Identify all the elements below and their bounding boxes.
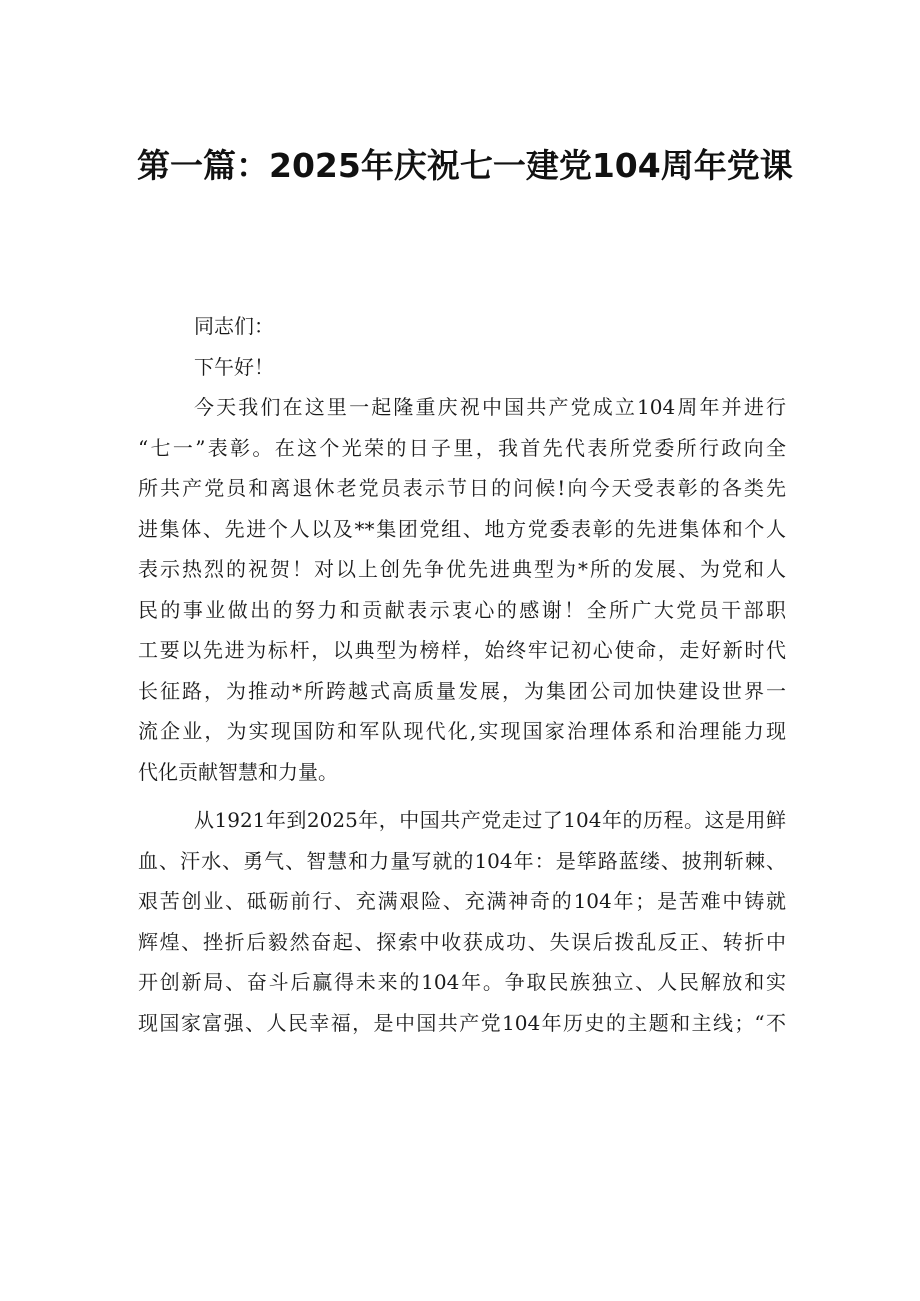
- paragraph-line: 现国家富强、人民幸福，是中国共产党104年历史的主题和主线；“不: [138, 1010, 786, 1035]
- paragraph-line: 民的事业做出的努力和贡献表示衷心的感谢！全所广大党员干部职: [138, 597, 786, 622]
- paragraph-line: 血、汗水、勇气、智慧和力量写就的104年：是筚路蓝缕、披荆斩棘、: [138, 848, 786, 873]
- paragraph-line: 艰苦创业、砥砺前行、充满艰险、充满神奇的104年；是苦难中铸就: [138, 889, 786, 913]
- paragraph-line: 工要以先进为标杆，以典型为榜样，始终牢记初心使命，走好新时代: [138, 638, 786, 662]
- paragraph-line: 流企业，为实现国防和军队现代化,实现国家治理体系和治理能力现: [138, 719, 786, 743]
- paragraph-1: [138, 387, 786, 792]
- greeting2-line: 下午好！: [194, 354, 274, 379]
- paragraph-line: 代化贡献智慧和力量。: [138, 759, 338, 784]
- document-title: 第一篇：2025年庆祝七一建党104周年党课: [137, 146, 793, 185]
- paragraph-line: 所共产党员和离退休老党员表示节日的问候!向今天受表彰的各类先: [138, 476, 786, 500]
- paragraph-line: “七一”表彰。在这个光荣的日子里，我首先代表所党委所行政向全: [138, 435, 786, 460]
- document-body: [138, 306, 786, 1043]
- paragraph-2: [138, 800, 786, 1043]
- paragraph-line: 进集体、先进个人以及**集团党组、地方党委表彰的先进集体和个人: [138, 516, 786, 541]
- paragraph-line: 辉煌、挫折后毅然奋起、探索中收获成功、失误后拨乱反正、转折中: [138, 929, 786, 954]
- paragraph-line: 今天我们在这里一起隆重庆祝中国共产党成立104周年并进行: [194, 395, 786, 419]
- paragraph-line: 表示热烈的祝贺！对以上创先争优先进典型为*所的发展、为党和人: [138, 557, 786, 581]
- paragraph-line: 从1921年到2025年，中国共产党走过了104年的历程。这是用鲜: [194, 808, 786, 832]
- paragraph-line: 长征路，为推动*所跨越式高质量发展，为集团公司加快建设世界一: [138, 678, 786, 703]
- greeting-line: 同志们：: [194, 314, 274, 338]
- paragraph-line: 开创新局、奋斗后赢得未来的104年。争取民族独立、人民解放和实: [138, 970, 786, 994]
- paragraph-gap: [138, 792, 786, 800]
